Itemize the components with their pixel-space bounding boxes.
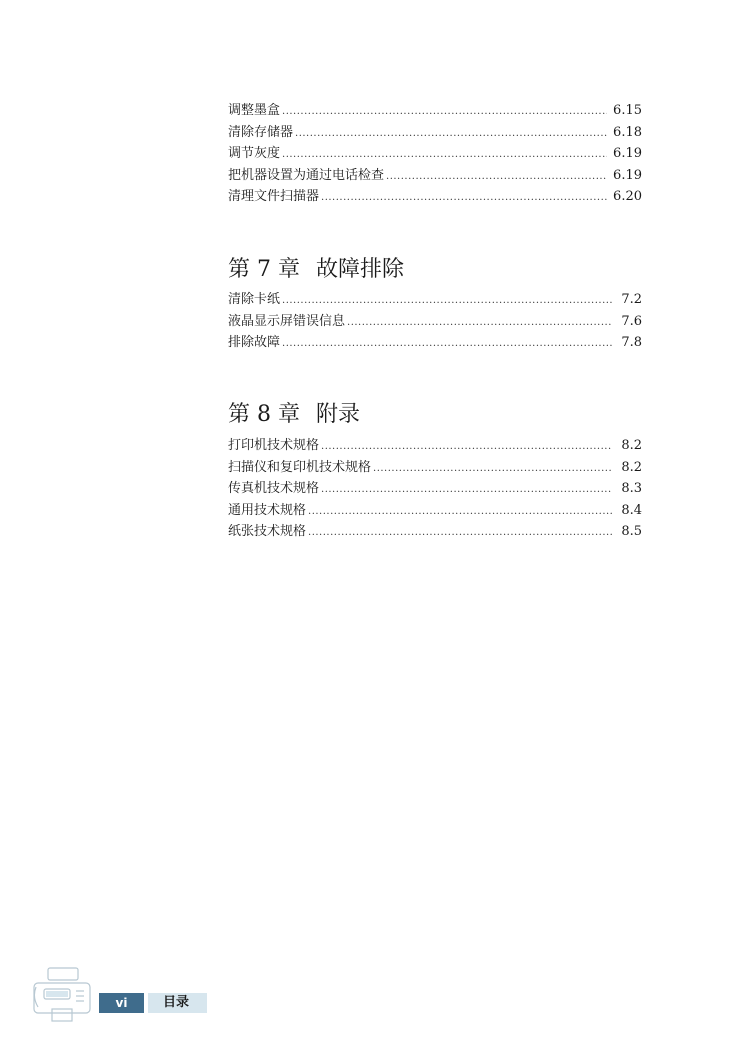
toc-leader-dots [347, 312, 612, 334]
toc-leader-dots [295, 123, 607, 145]
toc-entry[interactable] [228, 186, 642, 208]
toc-entry-page: 6.19 [613, 146, 642, 161]
toc-entry-page: 8.2 [621, 438, 642, 453]
toc-entry-title: 扫描仪和复印机技术规格 [228, 459, 372, 475]
toc-leader-dots [282, 101, 607, 123]
toc-entry-page: 7.6 [621, 313, 642, 329]
toc-entry[interactable] [228, 521, 642, 543]
fax-machine-icon [32, 965, 94, 1023]
toc-entry-page: 8.3 [621, 481, 642, 496]
toc-entry[interactable] [228, 122, 642, 144]
page-number-badge: vi [99, 993, 144, 1013]
toc-entry-page: 7.8 [621, 335, 642, 350]
toc-entry-title: 调整墨盒 [228, 103, 281, 118]
toc-entry-title: 排除故障 [228, 335, 281, 350]
section-name-badge: 目录 [148, 993, 207, 1013]
toc-entry[interactable] [228, 500, 642, 522]
toc-leader-dots [321, 187, 607, 209]
toc-entry-title: 通用技术规格 [228, 502, 307, 518]
toc-entry[interactable] [228, 332, 642, 354]
toc-leader-dots [308, 522, 612, 544]
toc-entry[interactable] [228, 100, 642, 122]
toc-entry-page: 6.15 [613, 103, 642, 118]
toc-top-section [228, 100, 642, 208]
chapter-8-heading [228, 397, 360, 428]
toc-entry-title: 清除卡纸 [228, 292, 281, 307]
toc-leader-dots [282, 333, 612, 355]
toc-leader-dots [308, 501, 612, 523]
toc-entry-title: 把机器设置为通过电话检查 [228, 167, 385, 183]
toc-chapter-8 [228, 435, 642, 543]
toc-entry-title: 液晶显示屏错误信息 [228, 313, 346, 329]
toc-entry-title: 纸张技术规格 [228, 524, 307, 539]
toc-entry[interactable] [228, 143, 642, 165]
toc-leader-dots [282, 290, 612, 312]
toc-entry-title: 清理文件扫描器 [228, 189, 320, 204]
toc-entry-page: 8.2 [621, 459, 642, 475]
toc-leader-dots [282, 144, 607, 166]
chapter-title: 故障排除 [315, 257, 404, 282]
toc-leader-dots [321, 436, 612, 458]
toc-entry[interactable] [228, 289, 642, 311]
toc-entry-page: 8.4 [621, 502, 642, 518]
chapter-label: 第 7 章 [228, 257, 300, 282]
toc-entry-title: 打印机技术规格 [228, 438, 320, 453]
toc-entry-title: 传真机技术规格 [228, 481, 320, 496]
chapter-7-heading [228, 252, 404, 283]
toc-chapter-7 [228, 289, 642, 354]
toc-entry-page: 7.2 [621, 292, 642, 307]
toc-entry[interactable] [228, 435, 642, 457]
toc-leader-dots [386, 166, 607, 188]
toc-entry-page: 6.18 [613, 124, 642, 140]
toc-entry[interactable] [228, 478, 642, 500]
toc-leader-dots [321, 479, 612, 501]
chapter-title: 附录 [315, 402, 360, 427]
toc-entry-title: 调节灰度 [228, 146, 281, 161]
toc-entry-title: 清除存储器 [228, 124, 294, 140]
toc-entry[interactable] [228, 165, 642, 187]
toc-entry-page: 6.19 [613, 167, 642, 183]
toc-entry-page: 6.20 [613, 189, 642, 204]
toc-leader-dots [373, 458, 612, 480]
toc-entry[interactable] [228, 311, 642, 333]
chapter-label: 第 8 章 [228, 402, 300, 427]
toc-entry[interactable] [228, 457, 642, 479]
toc-entry-page: 8.5 [621, 524, 642, 539]
